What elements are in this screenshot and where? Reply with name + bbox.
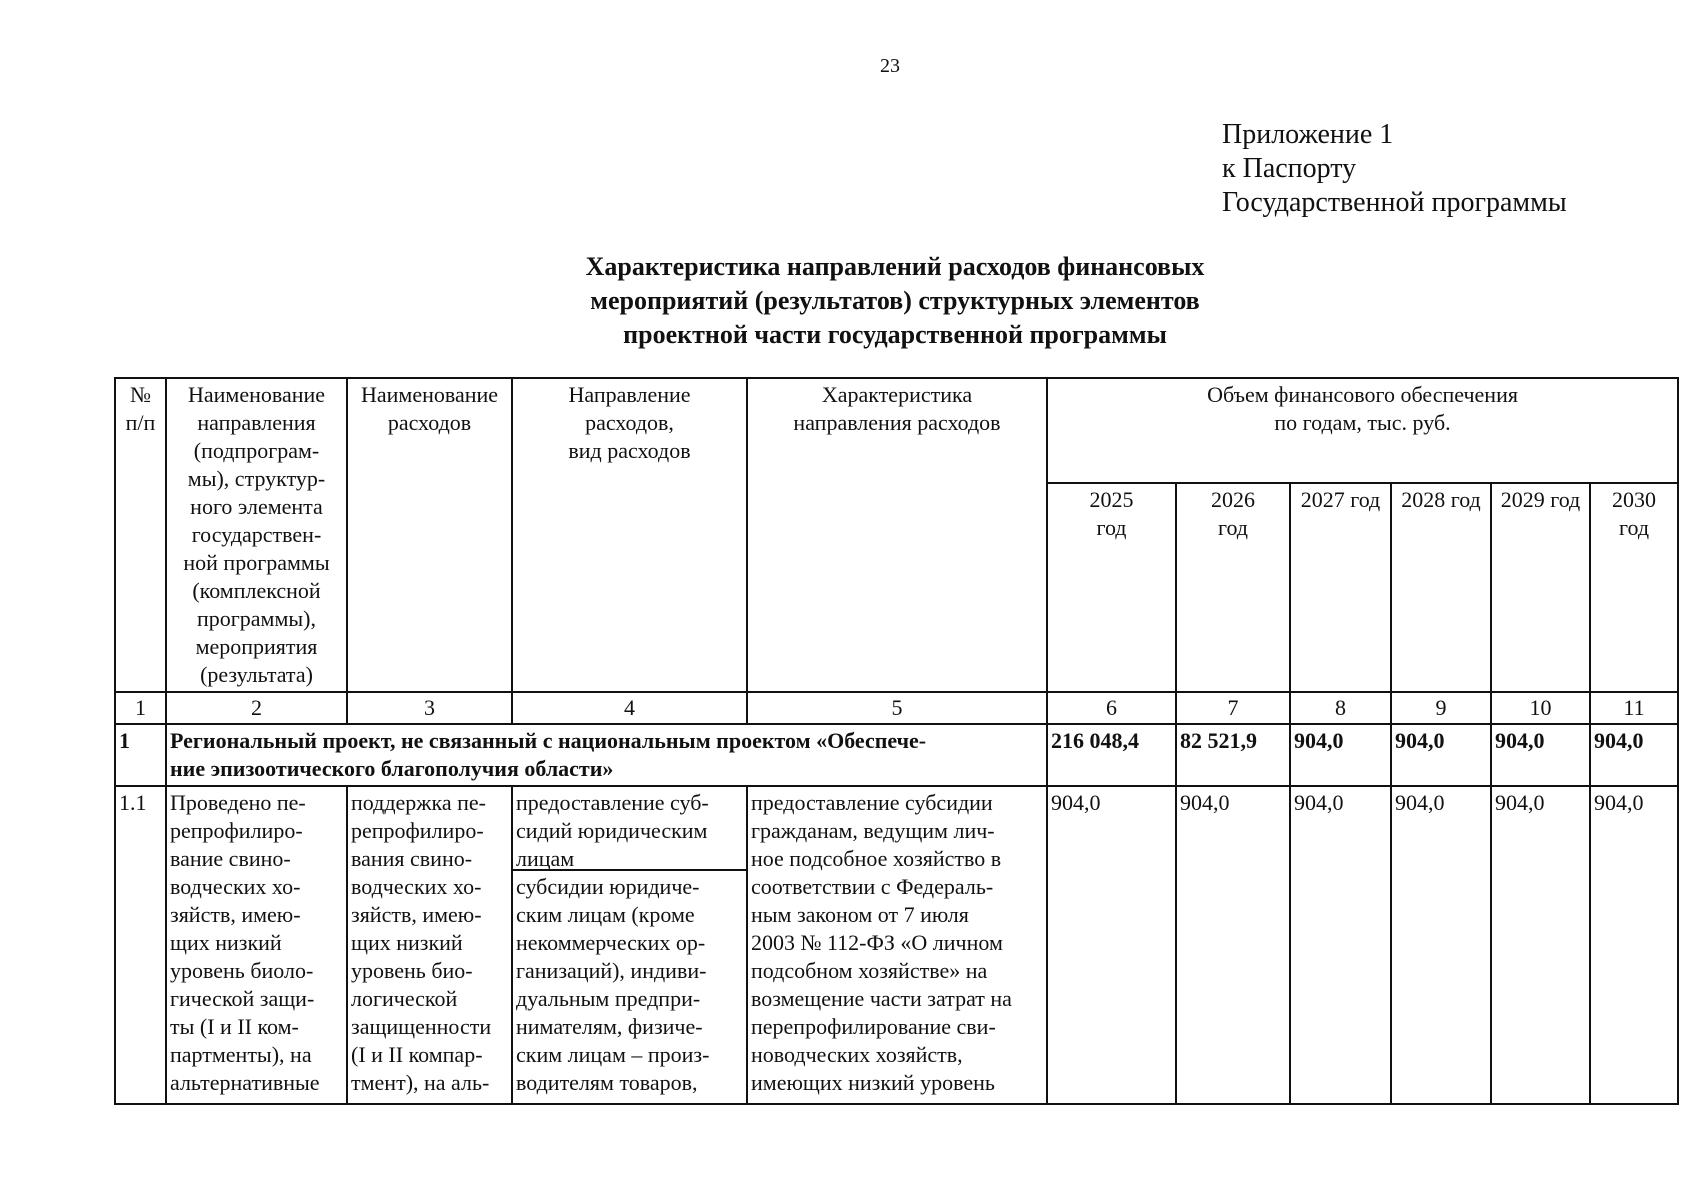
title-line: мероприятий (результатов) структурных элементов <box>590 286 1200 315</box>
header-characteristic: Характеристика направления расходов <box>747 378 1047 692</box>
table-row-project <box>115 724 1678 786</box>
column-number: 1 <box>115 692 166 724</box>
header-year-2026: 2026 год <box>1176 483 1290 692</box>
row-name-expenses: поддержка пе- репрофилиро- вания свино- водческих хо- зяйств, имею- щих низкий уровень био- логической защищенности (I и II компар- тмент), на аль- <box>347 786 512 1104</box>
value-2029: 904,0 <box>1491 724 1590 786</box>
appendix-note <box>1222 118 1567 220</box>
header-year-2030: 2030 год <box>1590 483 1678 692</box>
table-row-1-1 <box>115 786 1678 1104</box>
row-name-direction: Проведено пе- репрофилиро- вание свино- водческих хо- зяйств, имею- щих низкий уровень биоло- гической защи- ты (I и II ком- партменты), на альтернативные <box>166 786 347 1104</box>
value-2030: 904,0 <box>1590 724 1678 786</box>
page-number: 23 <box>880 55 900 77</box>
header-no: № п/п <box>115 378 166 692</box>
row-no: 1.1 <box>115 786 166 1104</box>
column-number: 6 <box>1047 692 1176 724</box>
column-number: 10 <box>1491 692 1590 724</box>
row-direction-type <box>512 786 747 1104</box>
value-2028: 904,0 <box>1391 724 1491 786</box>
value-2027: 904,0 <box>1290 786 1391 1104</box>
header-name-expenses: Наименование расходов <box>347 378 512 692</box>
direction-expense-type: субсидии юридиче- ским лицам (кроме некоммерческих ор- ганизаций), индиви- дуальным предпри- нимателям, физиче- ским лицам – произ- водителям товаров, <box>516 874 710 1095</box>
value-2025: 216 048,4 <box>1047 724 1176 786</box>
header-year-2029: 2029 год <box>1491 483 1590 692</box>
value-2030: 904,0 <box>1590 786 1678 1104</box>
expenses-table <box>114 377 1679 1105</box>
row-characteristic: предоставление субсидии гражданам, ведущим лич- ное подсобное хозяйство в соответствии с Федераль- ным законом от 7 июля 2003 № 112-ФЗ «О личном подсобном хозяйстве» на возмещение части затрат на перепрофилирование сви- новодческих хозяйств, имеющих низкий уровень <box>747 786 1047 1104</box>
column-number: 3 <box>347 692 512 724</box>
value-2029: 904,0 <box>1491 786 1590 1104</box>
row-no: 1 <box>115 724 166 786</box>
document-title <box>430 250 1360 352</box>
column-number: 8 <box>1290 692 1391 724</box>
header-name-direction: Наименование направления (подпрограм- мы), структур- ного элемента государствен- ной программы (комплексной программы), мероприятия (результата) <box>166 378 347 692</box>
column-numbers-row <box>115 692 1678 724</box>
column-number: 5 <box>747 692 1047 724</box>
row-project-title: Региональный проект, не связанный с национальным проектом «Обеспече- ние эпизоотического благополучия области» <box>166 724 1047 786</box>
value-2025: 904,0 <box>1047 786 1176 1104</box>
header-year-2028: 2028 год <box>1391 483 1491 692</box>
appendix-line: Приложение 1 <box>1222 119 1394 150</box>
direction-expense-group: предоставление суб- сидий юридическим лицам <box>513 787 746 871</box>
column-number: 2 <box>166 692 347 724</box>
column-number: 9 <box>1391 692 1491 724</box>
header-volume: Объем финансового обеспечения по годам, тыс. руб. <box>1047 378 1678 483</box>
header-year-2027: 2027 год <box>1290 483 1391 692</box>
header-row-1 <box>115 378 1678 483</box>
appendix-line: Государственной программы <box>1222 187 1567 218</box>
column-number: 4 <box>512 692 747 724</box>
header-year-2025: 2025 год <box>1047 483 1176 692</box>
appendix-line: к Паспорту <box>1222 153 1357 184</box>
value-2028: 904,0 <box>1391 786 1491 1104</box>
header-direction-type: Направление расходов, вид расходов <box>512 378 747 692</box>
title-line: проектной части государственной программы <box>623 320 1167 349</box>
value-2026: 904,0 <box>1176 786 1290 1104</box>
value-2026: 82 521,9 <box>1176 724 1290 786</box>
column-number: 11 <box>1590 692 1678 724</box>
title-line: Характеристика направлений расходов финансовых <box>585 252 1205 281</box>
value-2027: 904,0 <box>1290 724 1391 786</box>
column-number: 7 <box>1176 692 1290 724</box>
